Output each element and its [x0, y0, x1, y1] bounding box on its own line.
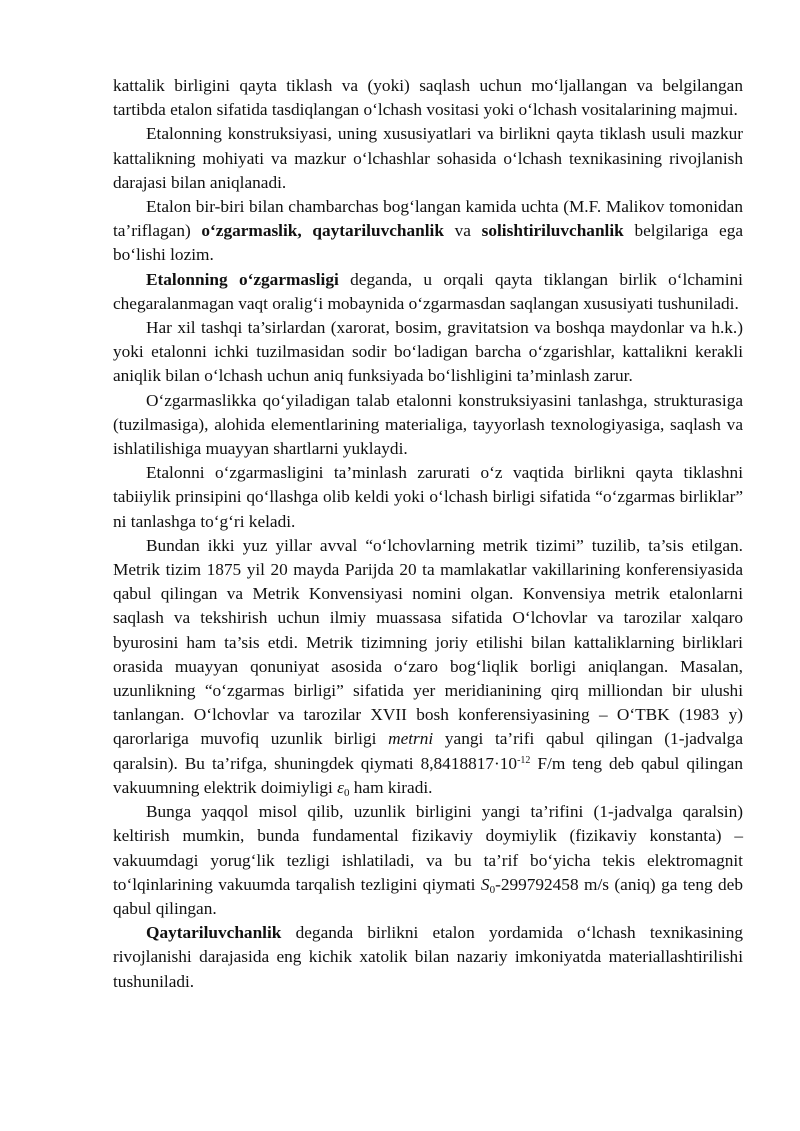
italic-text: metrni [388, 729, 434, 749]
paragraph [113, 195, 743, 268]
paragraph [113, 800, 743, 921]
paragraph [113, 316, 743, 389]
text-run: Etalonni o‘zgarmasligini ta’minlash zarurati o‘z vaqtida birlikni qayta tiklashni tabiiylik prinsipini qo‘llashga olib keldi yoki o‘lchash birligi sifatida “o‘zgarmas birliklar” ni tanlashga to‘g‘ri keladi. [113, 463, 743, 531]
bold-term: Qaytariluvchanlik [146, 923, 282, 943]
text-run: ham kiradi. [349, 777, 433, 797]
subscript: 0 [343, 786, 350, 799]
bold-term: solishtiriluvchanlik [481, 221, 624, 241]
text-run: Etalonning konstruksiyasi, uning xususiyatlari va birlikni qayta tiklash usuli mazkur kattalikning mohiyati va mazkur o‘lchashlar sohasida o‘lchash texnikasining rivojlanish darajasi bilan aniqlanadi. [113, 124, 743, 192]
text-run: yangi ta’rifi qabul qilingan (1-jadvalga qaralsin). Bu ta’rifga, shuningdek qiymati 8,8418817·10 [113, 729, 743, 773]
italic-text: ε [337, 777, 344, 797]
bold-term: o‘zgarmaslik, qaytariluvchanlik [201, 221, 444, 241]
text-run: -299792458 m/s (aniq) ga teng deb qabul qilingan. [113, 874, 743, 918]
text-run: Har xil tashqi ta’sirlardan (xarorat, bosim, gravitatsion va boshqa maydonlar va h.k.) yoki etalonni ichki tuzilmasidan sodir bo‘ladigan barcha o‘zgarishlar, kattalikni kerakli aniqlik bilan o‘lchash uchun aniq funksiyada bo‘lishligini ta’minlash zarur. [113, 318, 743, 386]
superscript: -12 [517, 754, 531, 766]
text-run: Bundan ikki yuz yillar avval “o‘lchovlarning metrik tizimi” tuzilib, ta’sis etilgan. Metrik tizim 1875 yil 20 mayda Parijda 20 ta mamlakatlar vakillarining konferensiyasida qabul qilingan va Metrik Konvensiyasi nomini olgan. Konvensiya metrik etalonlarni saqlash va tekshirish uchun ilmiy muassasa sifatida O‘lchovlar va tarozilar xalqaro byurosini ham ta’sis etdi. Metrik tizimning joriy etilishi bilan kattaliklarning birliklari orasida muayyan qonuniyat asosida o‘zaro bog‘liqlik borligi aniqlangan. Masalan, uzunlikning “o‘zgarmas birligi” sifatida yer meridianining qirq milliondan bir ulushi tanlangan. O‘lchovlar va tarozilar XVII bosh konferensiyasining – O‘TBK (1983 y) qarorlariga muvofiq uzunlik birligi [113, 535, 743, 749]
text-run: belgilariga ega bo‘lishi lozim. [113, 221, 744, 265]
text-run: O‘zgarmaslikka qo‘yiladigan talab etalonni konstruksiyasini tanlashga, strukturasiga (tuzilmasiga), alohida elementlarining materialiga, tayyorlash texnologiyasiga, saqlash va ishlatilishiga muayyan shartlarni yuklaydi. [113, 390, 743, 459]
text-run: Etalon bir-biri bilan chambarchas bog‘langan kamida uchta (M.F. Malikov tomonidan ta’riflagan) [113, 197, 743, 241]
text-run: deganda, u orqali qayta tiklangan birlik o‘lchamini chegaralanmagan vaqt oralig‘i mobaynida o‘zgarmasdan saqlangan xususiyati tushuniladi. [113, 269, 743, 313]
paragraph [113, 921, 743, 994]
text-run: Bunga yaqqol misol qilib, uzunlik birligini yangi ta’rifini (1-jadvalga qaralsin) keltirish mumkin, bunda fundamental fizikaviy doymiylik (fizikaviy konstanta) – vakuumdagi yorug‘lik tezligi ishlatiladi, va bu ta’rif bo‘yicha tekis elektromagnit to‘lqinlarining vakuumda tarqalish tezligini qiymati [113, 802, 743, 894]
paragraph [113, 74, 743, 122]
bold-term: Etalonning o‘zgarmasligi [146, 269, 339, 289]
italic-text: S [480, 874, 490, 894]
text-run: va [443, 221, 482, 241]
text-run: kattalik birligini qayta tiklash va (yoki) saqlash uchun mo‘ljallangan va belgilangan tartibda etalon sifatida tasdiqlangan o‘lchash vositasi yoki o‘lchash vositalarining majmui. [113, 76, 743, 120]
text-run: deganda birlikni etalon yordamida o‘lchash texnikasining rivojlanishi darajasida eng kichik xatolik bilan nazariy imkoniyatda materiallashtirilishi tushuniladi. [113, 923, 743, 991]
paragraph [113, 389, 743, 462]
subscript: 0 [489, 883, 496, 896]
paragraph [113, 461, 743, 534]
paragraph [113, 122, 743, 195]
text-run: F/m teng deb qabul qilingan vakuumning elektrik doimiyligi [113, 753, 743, 797]
paragraph [113, 268, 743, 316]
document-page [113, 74, 743, 994]
paragraph [113, 534, 743, 800]
